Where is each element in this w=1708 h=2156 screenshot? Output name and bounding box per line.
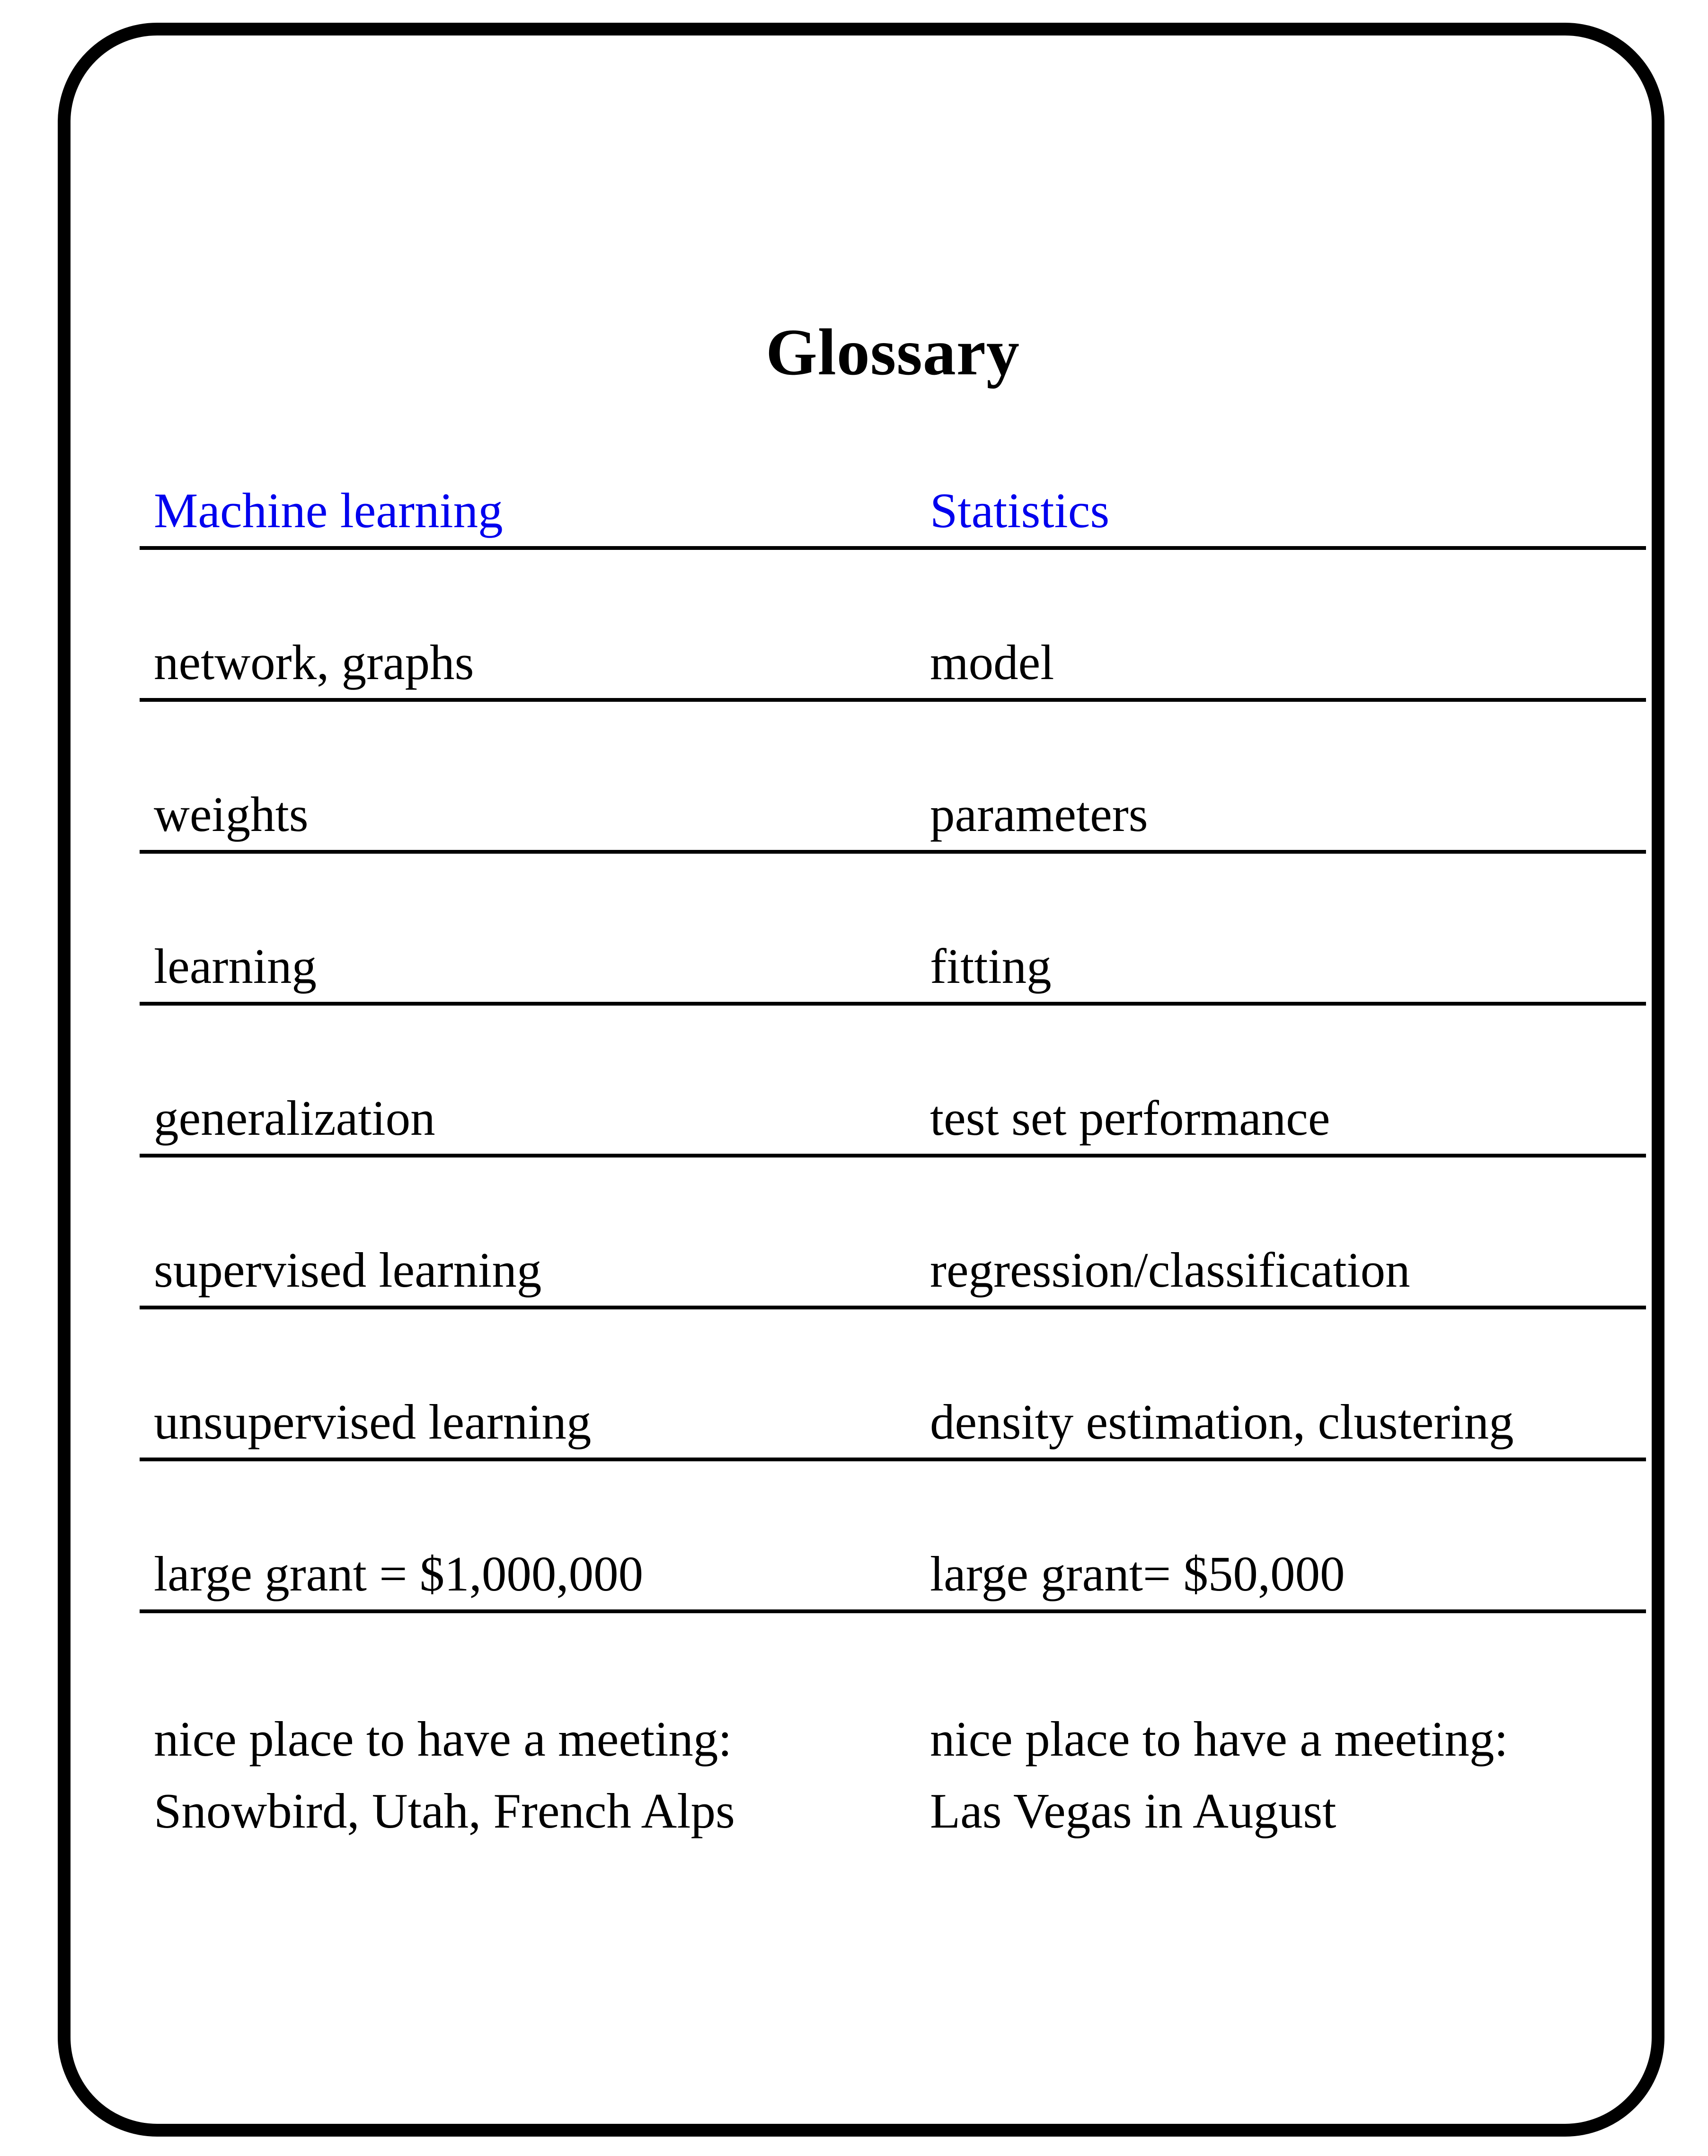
table-row xyxy=(140,1158,1646,1309)
ml-term: unsupervised learning xyxy=(154,1394,592,1449)
stats-term: regression/classification xyxy=(930,1242,1410,1298)
ml-meeting-line-1: nice place to have a meeting: xyxy=(154,1711,732,1767)
ml-term: network, graphs xyxy=(154,634,474,690)
ml-term: large grant = $1,000,000 xyxy=(154,1546,644,1601)
ml-term xyxy=(140,1703,930,1847)
stats-meeting-line-2: Las Vegas in August xyxy=(930,1783,1336,1838)
table-row xyxy=(140,1309,1646,1461)
table-row xyxy=(140,702,1646,854)
stats-term: test set performance xyxy=(930,1090,1330,1146)
stats-term xyxy=(930,1703,1646,1847)
table-header-row xyxy=(140,398,1646,550)
ml-term: learning xyxy=(154,938,317,994)
ml-term: supervised learning xyxy=(154,1242,542,1298)
glossary-table xyxy=(140,398,1646,1847)
table-row xyxy=(140,854,1646,1006)
page-title: Glossary xyxy=(766,316,1020,389)
stats-term: parameters xyxy=(930,786,1148,842)
ml-meeting-line-2: Snowbird, Utah, French Alps xyxy=(154,1783,735,1838)
stats-term: model xyxy=(930,634,1054,690)
column-header-machine-learning: Machine learning xyxy=(154,482,503,538)
table-row-meeting xyxy=(140,1613,1646,1847)
table-row xyxy=(140,1006,1646,1158)
stats-term: large grant= $50,000 xyxy=(930,1546,1345,1601)
column-header-statistics: Statistics xyxy=(930,482,1110,538)
stats-term: density estimation, clustering xyxy=(930,1394,1514,1449)
table-row xyxy=(140,550,1646,702)
ml-term: weights xyxy=(154,786,309,842)
table-row xyxy=(140,1461,1646,1613)
ml-term: generalization xyxy=(154,1090,435,1146)
stats-term: fitting xyxy=(930,938,1052,994)
stats-meeting-line-1: nice place to have a meeting: xyxy=(930,1711,1508,1767)
